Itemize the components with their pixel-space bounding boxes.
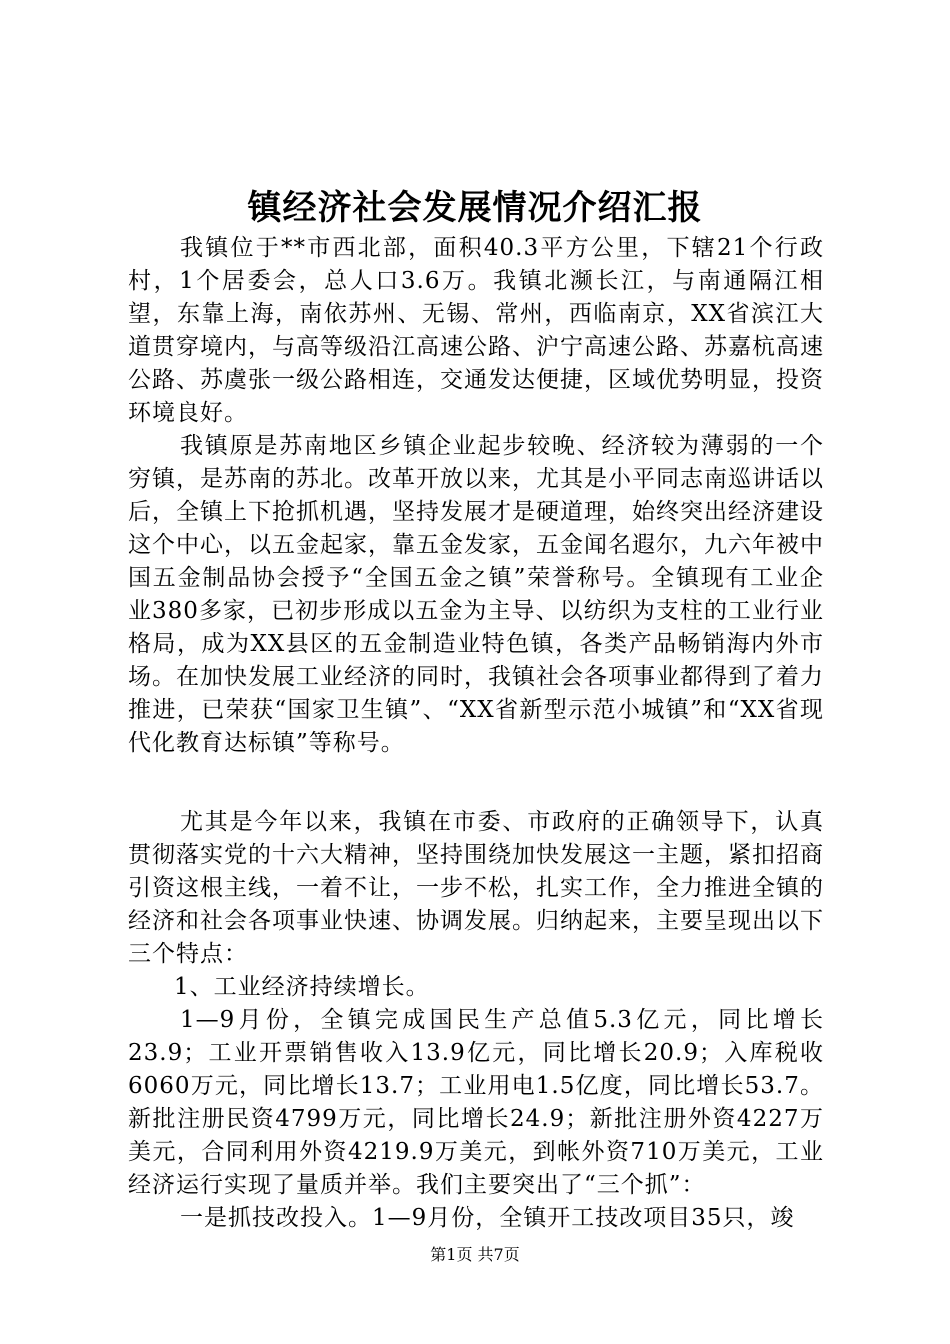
paragraph-tech-investment: 一是抓技改投入。1—9月份，全镇开工技改项目35只，竣: [180, 1205, 795, 1231]
section-heading-industry: 1、工业经济持续增长。: [174, 974, 430, 1000]
page-number-footer: 第1页 共7页: [430, 1245, 520, 1264]
document-title: 镇经济社会发展情况介绍汇报: [247, 188, 703, 228]
paragraph-statistics: 1—9月份，全镇完成国民生产总值5.3亿元，同比增长23.9；工业开票销售收入13.9亿元，同比增长20.9；入库税收6060万元，同比增长13.7；工业用电1.5亿度，同比增长53.7。新批注册民资4799万元，同比增长24.9；新批注册外资4227万美元，合同利用外资4219.9万美元，到帐外资710万美元，工业经济运行实现了量质并举。我们主要突出了“三个抓”：: [128, 1007, 824, 1198]
document-body: [128, 232, 824, 1235]
paragraph-gap: [128, 760, 824, 806]
paragraph-location: 我镇位于**市西北部，面积40.3平方公里，下辖21个行政村，1个居委会，总人口3.6万。我镇北濒长江，与南通隔江相望，东靠上海，南依苏州、无锡、常州，西临南京，XX省滨江大道贯穿境内，与高等级沿江高速公路、沪宁高速公路、苏嘉杭高速公路、苏虞张一级公路相连，交通发达便捷，区域优势明显，投资环境良好。: [128, 235, 824, 426]
paragraph-history: 我镇原是苏南地区乡镇企业起步较晚、经济较为薄弱的一个穷镇，是苏南的苏北。改革开放以来，尤其是小平同志南巡讲话以后，全镇上下抢抓机遇，坚持发展才是硬道理，始终突出经济建设这个中心，以五金起家，靠五金发家，五金闻名遐尔，九六年被中国五金制品协会授予“全国五金之镇”荣誉称号。全镇现有工业企业380多家，已初步形成以五金为主导、以纺织为支柱的工业行业格局，成为XX县区的五金制造业特色镇，各类产品畅销海内外市场。在加快发展工业经济的同时，我镇社会各项事业都得到了着力推进，已荣获“国家卫生镇”、“XX省新型示范小城镇”和“XX省现代化教育达标镇”等称号。: [128, 433, 824, 756]
paragraph-this-year: 尤其是今年以来，我镇在市委、市政府的正确领导下，认真贯彻落实党的十六大精神，坚持围绕加快发展这一主题，紧扣招商引资这根主线，一着不让，一步不松，扎实工作，全力推进全镇的经济和社会各项事业快速、协调发展。归纳起来，主要呈现出以下三个特点：: [128, 809, 824, 967]
